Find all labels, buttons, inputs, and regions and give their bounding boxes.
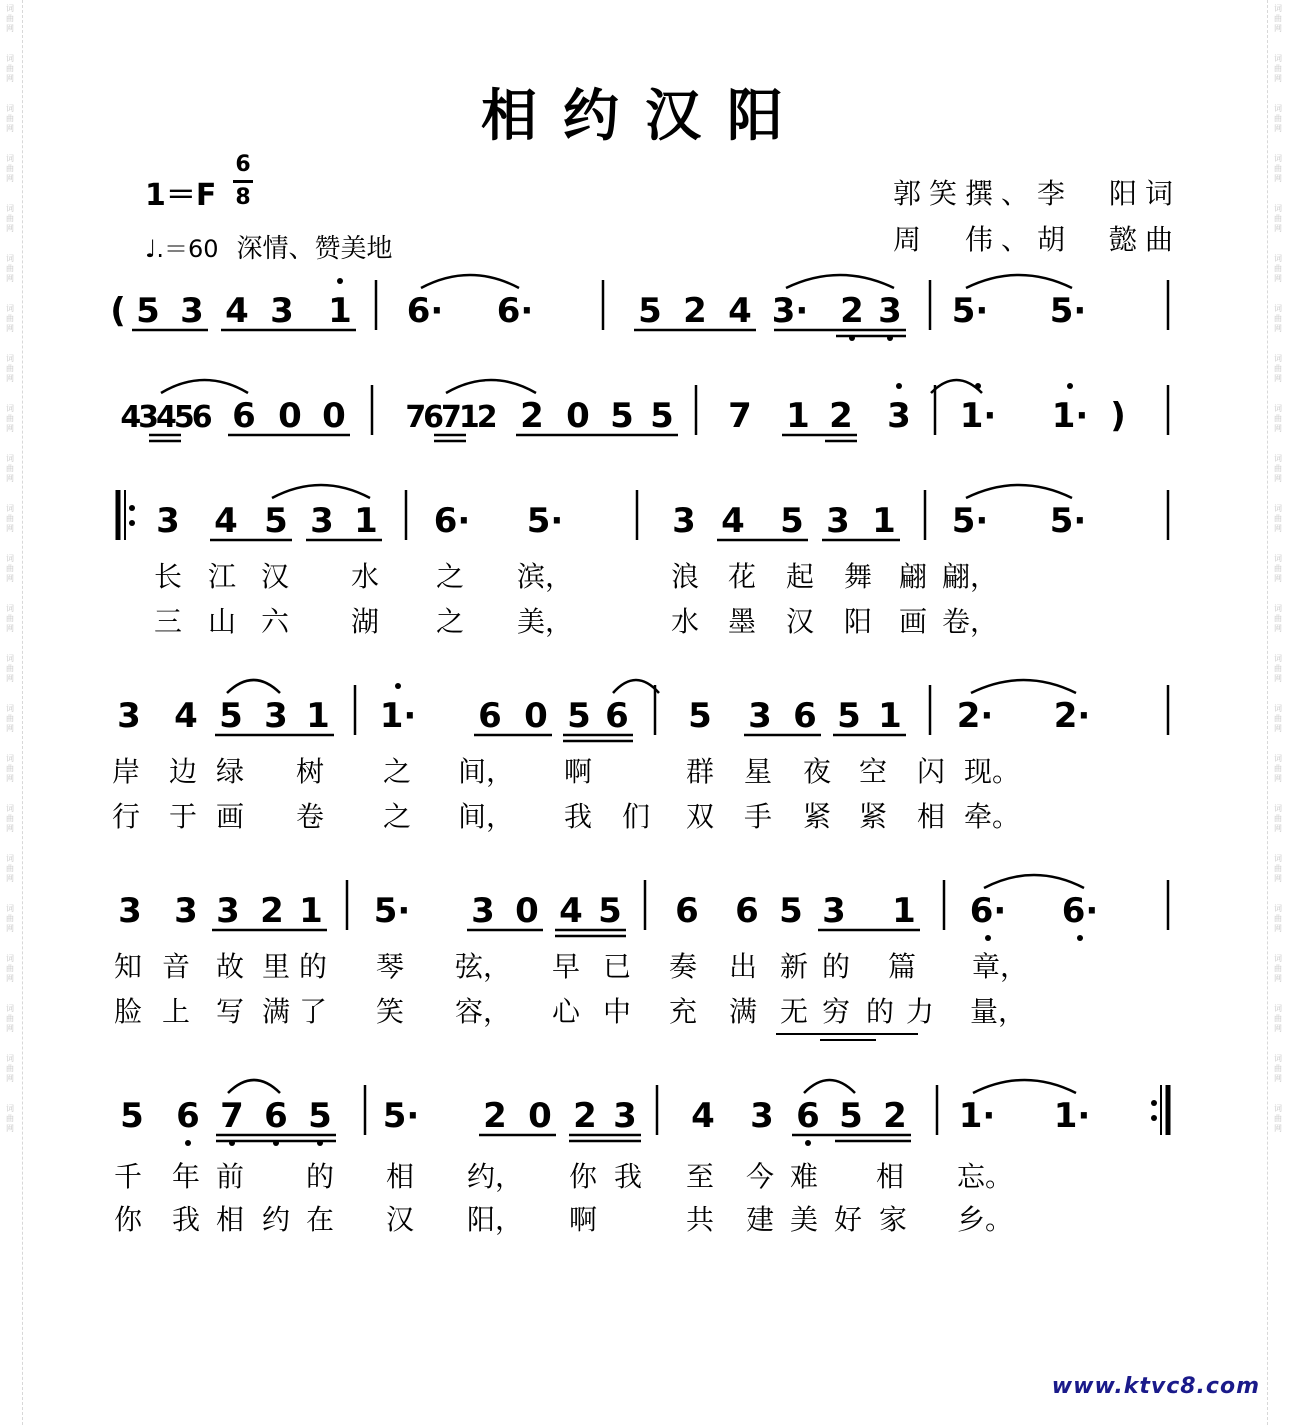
lyric-syllable: 之 xyxy=(435,560,465,593)
note: 6· xyxy=(406,291,444,331)
lyric-syllable: 双 xyxy=(685,800,715,833)
slur xyxy=(804,1080,855,1093)
note: 6· xyxy=(969,891,1007,931)
slur xyxy=(984,875,1084,888)
lyric-syllable: 夜 xyxy=(802,755,832,788)
lyric-syllable: 已 xyxy=(602,950,632,983)
lyric-syllable: 写 xyxy=(215,995,245,1028)
note: 3 xyxy=(471,891,495,931)
lyric-syllable: 的 xyxy=(298,950,328,983)
lyric-syllable: 群 xyxy=(685,755,715,788)
lyric-syllable: 阳， xyxy=(466,1203,524,1236)
note: 5· xyxy=(526,501,564,541)
note: 5 xyxy=(567,696,591,736)
note: 5· xyxy=(951,501,989,541)
lyric-syllable: 满 xyxy=(728,995,758,1028)
lyric-syllable: 湖 xyxy=(350,605,380,638)
note: 3 xyxy=(750,1096,774,1136)
lyric-syllable: 间， xyxy=(457,800,515,833)
lyric-syllable: 现。 xyxy=(963,755,1021,788)
note: 6 xyxy=(478,696,502,736)
low-octave-dot xyxy=(887,335,893,341)
note: 5· xyxy=(1049,501,1087,541)
lyric-syllable: 你 xyxy=(568,1160,598,1193)
note: 5· xyxy=(1049,291,1087,331)
lyric-syllable: 章， xyxy=(971,950,1029,983)
lyric-syllable: 花 xyxy=(727,560,757,593)
time-signature-top: 6 xyxy=(235,152,251,177)
lyric-syllable: 笑 xyxy=(375,995,405,1028)
lyric-syllable: 共 xyxy=(685,1203,715,1236)
lyric-line-verse-2 xyxy=(0,795,1290,835)
low-octave-dot xyxy=(229,1140,235,1146)
note: 6 xyxy=(232,396,256,436)
lyric-syllable: 树 xyxy=(295,755,325,788)
low-octave-dot xyxy=(849,335,855,341)
lyric-syllable: 翩， xyxy=(941,560,999,593)
tempo-marking xyxy=(145,228,393,265)
lyric-syllable: 起 xyxy=(785,560,815,593)
lyric-syllable: 建 xyxy=(745,1203,775,1236)
lyric-syllable: 画 xyxy=(898,605,928,638)
note: 76712 xyxy=(405,400,495,435)
lyric-syllable: 力 xyxy=(905,995,935,1028)
right-watermark-text: 词 曲 网 词 曲 网 词 曲 网 词 曲 网 词 曲 网 词 曲 网 词 曲 网 词 曲 网 词 曲 网 词 曲 网 词 曲 网 词 曲 网 词 曲 网 词 曲 网 词 曲 网 词 曲 网 词 曲 网 词 曲 网 词 曲 网 词 曲 网 词 曲 网 词 曲 网 词 曲 网 xyxy=(1274,4,1282,1133)
note: 2 xyxy=(483,1096,507,1136)
note: 0 xyxy=(515,891,539,931)
note: 4 xyxy=(214,501,238,541)
lyric-syllable: 忘。 xyxy=(956,1160,1014,1193)
note: 3 xyxy=(118,891,142,931)
note: 5 xyxy=(837,696,861,736)
lyric-line-verse-1 xyxy=(0,1155,1290,1195)
note: 5 xyxy=(219,696,243,736)
lyric-syllable: 滨， xyxy=(516,560,574,593)
note: 4 xyxy=(174,696,198,736)
lyric-syllable: 浪 xyxy=(670,560,700,593)
expression-marking: 深情、赞美地 xyxy=(236,234,393,264)
tempo-value: ♩.＝60 xyxy=(145,235,219,263)
note: 3 xyxy=(822,891,846,931)
lyric-syllable: 约， xyxy=(466,1160,524,1193)
note: 6 xyxy=(605,696,629,736)
slur xyxy=(161,380,248,393)
intro-line-1 xyxy=(0,280,1290,340)
note: 1 xyxy=(354,501,378,541)
note: 3 xyxy=(826,501,850,541)
lyric-syllable: 间， xyxy=(457,755,515,788)
note: 3 xyxy=(748,696,772,736)
lyric-syllable: 量， xyxy=(969,995,1027,1028)
lyric-syllable: 闪 xyxy=(916,755,946,788)
lyric-syllable: 墨 xyxy=(727,605,757,638)
lyric-syllable: 们 xyxy=(621,800,651,833)
lyric-syllable: 之 xyxy=(382,800,412,833)
note: 6 xyxy=(176,1096,200,1136)
note: 4 xyxy=(225,291,249,331)
lyric-syllable: 于 xyxy=(168,800,198,833)
note: 6· xyxy=(1061,891,1099,931)
note: 6 xyxy=(675,891,699,931)
lyric-syllable: 绿 xyxy=(215,755,245,788)
lyric-syllable: 中 xyxy=(602,995,632,1028)
lyric-syllable: 约 xyxy=(261,1203,291,1236)
lyric-syllable: 心 xyxy=(551,995,581,1028)
lyric-syllable: 美 xyxy=(789,1203,819,1236)
low-octave-dot xyxy=(1077,935,1083,941)
time-signature xyxy=(232,150,254,213)
note: 1 xyxy=(306,696,330,736)
bracket: ) xyxy=(1110,396,1126,436)
note: 2· xyxy=(956,696,994,736)
verse-line-2 xyxy=(0,685,1290,745)
lyric-syllable: 在 xyxy=(305,1203,335,1236)
lyric-syllable: 奏 xyxy=(668,950,698,983)
lyric-line-verse-1 xyxy=(0,945,1290,985)
note: 2· xyxy=(1053,696,1091,736)
intro-line-2-svg xyxy=(0,385,1290,455)
lyric-syllable: 前 xyxy=(215,1160,245,1193)
lyric-syllable: 之 xyxy=(382,755,412,788)
verse-line-2-svg xyxy=(0,685,1290,755)
lyric-syllable: 美， xyxy=(516,605,574,638)
lyric-syllable: 家 xyxy=(878,1203,908,1236)
high-octave-dot xyxy=(896,383,902,389)
slur xyxy=(966,275,1072,288)
high-octave-dot xyxy=(1067,383,1073,389)
lyric-syllable: 汉 xyxy=(385,1203,415,1236)
lyric-line-verse-1 xyxy=(0,555,1290,595)
lyric-syllable: 水 xyxy=(350,560,380,593)
lyric-syllable: 千 xyxy=(113,1160,143,1193)
note: 3 xyxy=(174,891,198,931)
lyric-syllable: 故 xyxy=(215,950,245,983)
left-watermark-text: 词 曲 网 词 曲 网 词 曲 网 词 曲 网 词 曲 网 词 曲 网 词 曲 网 词 曲 网 词 曲 网 词 曲 网 词 曲 网 词 曲 网 词 曲 网 词 曲 网 词 曲 网 词 曲 网 词 曲 网 词 曲 网 词 曲 网 词 曲 网 词 曲 网 词 曲 网 词 曲 网 xyxy=(6,4,14,1133)
note: 6· xyxy=(496,291,534,331)
verse-line-4 xyxy=(0,1085,1290,1145)
note: 0 xyxy=(278,396,302,436)
lyric-syllable: 穷 xyxy=(821,995,851,1028)
intro-line-1-svg xyxy=(0,280,1290,350)
note: 3 xyxy=(878,291,902,331)
note: 5 xyxy=(610,396,634,436)
repeat-dot xyxy=(129,520,135,526)
lyric-syllable: 充 xyxy=(668,995,698,1028)
note: 4 xyxy=(559,891,583,931)
slur xyxy=(973,1080,1076,1093)
note: 6 xyxy=(793,696,817,736)
lyric-syllable: 阳 xyxy=(843,605,873,638)
lyric-syllable: 三 xyxy=(153,605,183,638)
note: 3 xyxy=(117,696,141,736)
note: 6 xyxy=(735,891,759,931)
note: 5 xyxy=(779,891,803,931)
lyric-syllable: 我 xyxy=(171,1203,201,1236)
lyric-syllable: 啊 xyxy=(568,1203,598,1236)
lyric-syllable: 岸 xyxy=(111,755,141,788)
slur xyxy=(446,380,536,393)
note: 0 xyxy=(322,396,346,436)
note: 5 xyxy=(638,291,662,331)
lyric-syllable: 脸 xyxy=(113,995,143,1028)
note: 2 xyxy=(883,1096,907,1136)
slur xyxy=(966,485,1072,498)
bracket: ( xyxy=(110,291,126,331)
note: 3 xyxy=(887,396,911,436)
lyric-syllable: 长 xyxy=(153,560,183,593)
note: 3· xyxy=(771,291,809,331)
lyric-syllable: 至 xyxy=(685,1160,715,1193)
lyric-syllable: 乡。 xyxy=(956,1203,1014,1236)
repeat-dot xyxy=(1151,1115,1157,1121)
lyric-syllable: 弦， xyxy=(454,950,512,983)
note: 5 xyxy=(136,291,160,331)
lyric-syllable: 相 xyxy=(385,1160,415,1193)
intro-line-2 xyxy=(0,385,1290,445)
lyric-syllable: 今 xyxy=(745,1160,775,1193)
note: 1· xyxy=(1053,1096,1091,1136)
lyric-syllable: 卷 xyxy=(295,800,325,833)
lyric-line-verse-1 xyxy=(0,750,1290,790)
lyric-syllable: 我 xyxy=(563,800,593,833)
lyric-syllable: 年 xyxy=(171,1160,201,1193)
note: 4 xyxy=(691,1096,715,1136)
lyric-syllable: 行 xyxy=(111,800,141,833)
slur xyxy=(971,680,1076,693)
note: 0 xyxy=(528,1096,552,1136)
note: 3 xyxy=(180,291,204,331)
lyric-syllable: 牵。 xyxy=(963,800,1021,833)
note: 1 xyxy=(872,501,896,541)
lyricist-credit: 郭笑撰、李 阳词 xyxy=(893,177,1182,210)
slur xyxy=(272,485,370,498)
note: 5· xyxy=(382,1096,420,1136)
key-signature: 1＝F xyxy=(145,178,217,213)
lyric-syllable: 的 xyxy=(865,995,895,1028)
low-octave-dot xyxy=(317,1140,323,1146)
verse-line-1-svg xyxy=(0,490,1290,560)
lyric-syllable: 知 xyxy=(113,950,143,983)
lyric-syllable: 舞 xyxy=(843,560,873,593)
note: 1 xyxy=(878,696,902,736)
lyric-syllable: 翩 xyxy=(898,560,928,593)
repeat-dot xyxy=(129,505,135,511)
note: 1· xyxy=(958,1096,996,1136)
note: 7 xyxy=(728,396,752,436)
note: 5 xyxy=(264,501,288,541)
note: 5· xyxy=(951,291,989,331)
note: 1· xyxy=(379,696,417,736)
note: 43456 xyxy=(120,400,210,435)
lyric-syllable: 满 xyxy=(261,995,291,1028)
note: 1· xyxy=(959,396,997,436)
lyric-syllable: 你 xyxy=(113,1203,143,1236)
verse-line-3 xyxy=(0,880,1290,940)
lyric-syllable: 的 xyxy=(821,950,851,983)
lyric-syllable: 汉 xyxy=(260,560,290,593)
note: 3 xyxy=(270,291,294,331)
lyric-syllable: 之 xyxy=(435,605,465,638)
verse-line-3-svg xyxy=(0,880,1290,950)
note: 2 xyxy=(840,291,864,331)
lyric-syllable: 出 xyxy=(728,950,758,983)
lyric-syllable: 汉 xyxy=(785,605,815,638)
slur xyxy=(786,275,894,288)
note: 1 xyxy=(299,891,323,931)
note: 1 xyxy=(786,396,810,436)
lyric-syllable: 相 xyxy=(875,1160,905,1193)
lyric-syllable: 水 xyxy=(670,605,700,638)
lyric-syllable: 紧 xyxy=(802,800,832,833)
note: 2 xyxy=(683,291,707,331)
song-title: 相约汉阳 xyxy=(481,83,809,149)
note: 7 xyxy=(220,1096,244,1136)
verse-line-4-svg xyxy=(0,1085,1290,1155)
note: 4 xyxy=(728,291,752,331)
lyric-syllable: 上 xyxy=(161,995,191,1028)
note: 0 xyxy=(524,696,548,736)
lyric-syllable: 音 xyxy=(161,950,191,983)
lyric-syllable: 早 xyxy=(551,950,581,983)
low-octave-dot xyxy=(805,1140,811,1146)
note: 3 xyxy=(672,501,696,541)
slur xyxy=(421,275,519,288)
note: 6 xyxy=(796,1096,820,1136)
note: 3 xyxy=(310,501,334,541)
note: 5 xyxy=(650,396,674,436)
note: 3 xyxy=(613,1096,637,1136)
lyric-syllable: 画 xyxy=(215,800,245,833)
lyric-syllable: 琴 xyxy=(375,950,405,983)
lyric-syllable: 相 xyxy=(916,800,946,833)
slur xyxy=(227,680,280,693)
note: 5· xyxy=(373,891,411,931)
lyric-line-verse-2 xyxy=(0,600,1290,640)
lyric-syllable: 山 xyxy=(207,605,237,638)
note: 2 xyxy=(573,1096,597,1136)
lyric-syllable: 里 xyxy=(261,950,291,983)
note: 0 xyxy=(566,396,590,436)
high-octave-dot xyxy=(337,278,343,284)
lyric-syllable: 空 xyxy=(858,755,888,788)
note: 3 xyxy=(216,891,240,931)
low-octave-dot xyxy=(273,1140,279,1146)
time-signature-bottom: 8 xyxy=(235,185,251,210)
lyric-line-verse-2 xyxy=(0,1198,1290,1238)
note: 4 xyxy=(721,501,745,541)
lyric-syllable: 我 xyxy=(613,1160,643,1193)
slur xyxy=(931,380,982,393)
lyric-syllable: 啊 xyxy=(563,755,593,788)
lyric-melisma-svg xyxy=(0,1030,1290,1050)
lyric-syllable: 卷， xyxy=(941,605,999,638)
note: 1· xyxy=(1051,396,1089,436)
lyric-syllable: 星 xyxy=(743,755,773,788)
note: 5 xyxy=(598,891,622,931)
note: 1 xyxy=(328,291,352,331)
note: 5 xyxy=(308,1096,332,1136)
low-octave-dot xyxy=(985,935,991,941)
high-octave-dot xyxy=(395,683,401,689)
lyric-syllable: 篇 xyxy=(887,950,917,983)
composer-credit: 周 伟、胡 懿曲 xyxy=(893,223,1182,256)
lyric-syllable: 手 xyxy=(743,800,773,833)
note: 5 xyxy=(120,1096,144,1136)
repeat-dot xyxy=(1151,1100,1157,1106)
lyric-syllable: 的 xyxy=(305,1160,335,1193)
note: 5 xyxy=(780,501,804,541)
note: 3 xyxy=(264,696,288,736)
note: 5 xyxy=(839,1096,863,1136)
lyric-syllable: 难 xyxy=(789,1160,819,1193)
lyric-syllable: 紧 xyxy=(858,800,888,833)
lyric-syllable: 新 xyxy=(779,950,809,983)
lyric-syllable: 六 xyxy=(260,605,290,638)
lyric-syllable: 无 xyxy=(779,995,809,1028)
note: 2 xyxy=(829,396,853,436)
verse-line-1 xyxy=(0,490,1290,550)
note: 2 xyxy=(260,891,284,931)
lyric-syllable: 了 xyxy=(298,995,328,1028)
high-octave-dot xyxy=(975,383,981,389)
slur xyxy=(613,680,659,693)
note: 3 xyxy=(156,501,180,541)
lyric-syllable: 容， xyxy=(454,995,512,1028)
note: 1 xyxy=(892,891,916,931)
lyric-syllable: 相 xyxy=(215,1203,245,1236)
lyric-syllable: 好 xyxy=(833,1203,863,1236)
slur xyxy=(228,1080,280,1093)
low-octave-dot xyxy=(185,1140,191,1146)
lyric-syllable: 江 xyxy=(207,560,237,593)
note: 5 xyxy=(688,696,712,736)
note: 6· xyxy=(433,501,471,541)
lyric-line-verse-2 xyxy=(0,990,1290,1030)
note: 6 xyxy=(264,1096,288,1136)
lyric-syllable: 边 xyxy=(168,755,198,788)
note: 2 xyxy=(520,396,544,436)
site-watermark: www.ktvc8.com xyxy=(1051,1374,1260,1399)
